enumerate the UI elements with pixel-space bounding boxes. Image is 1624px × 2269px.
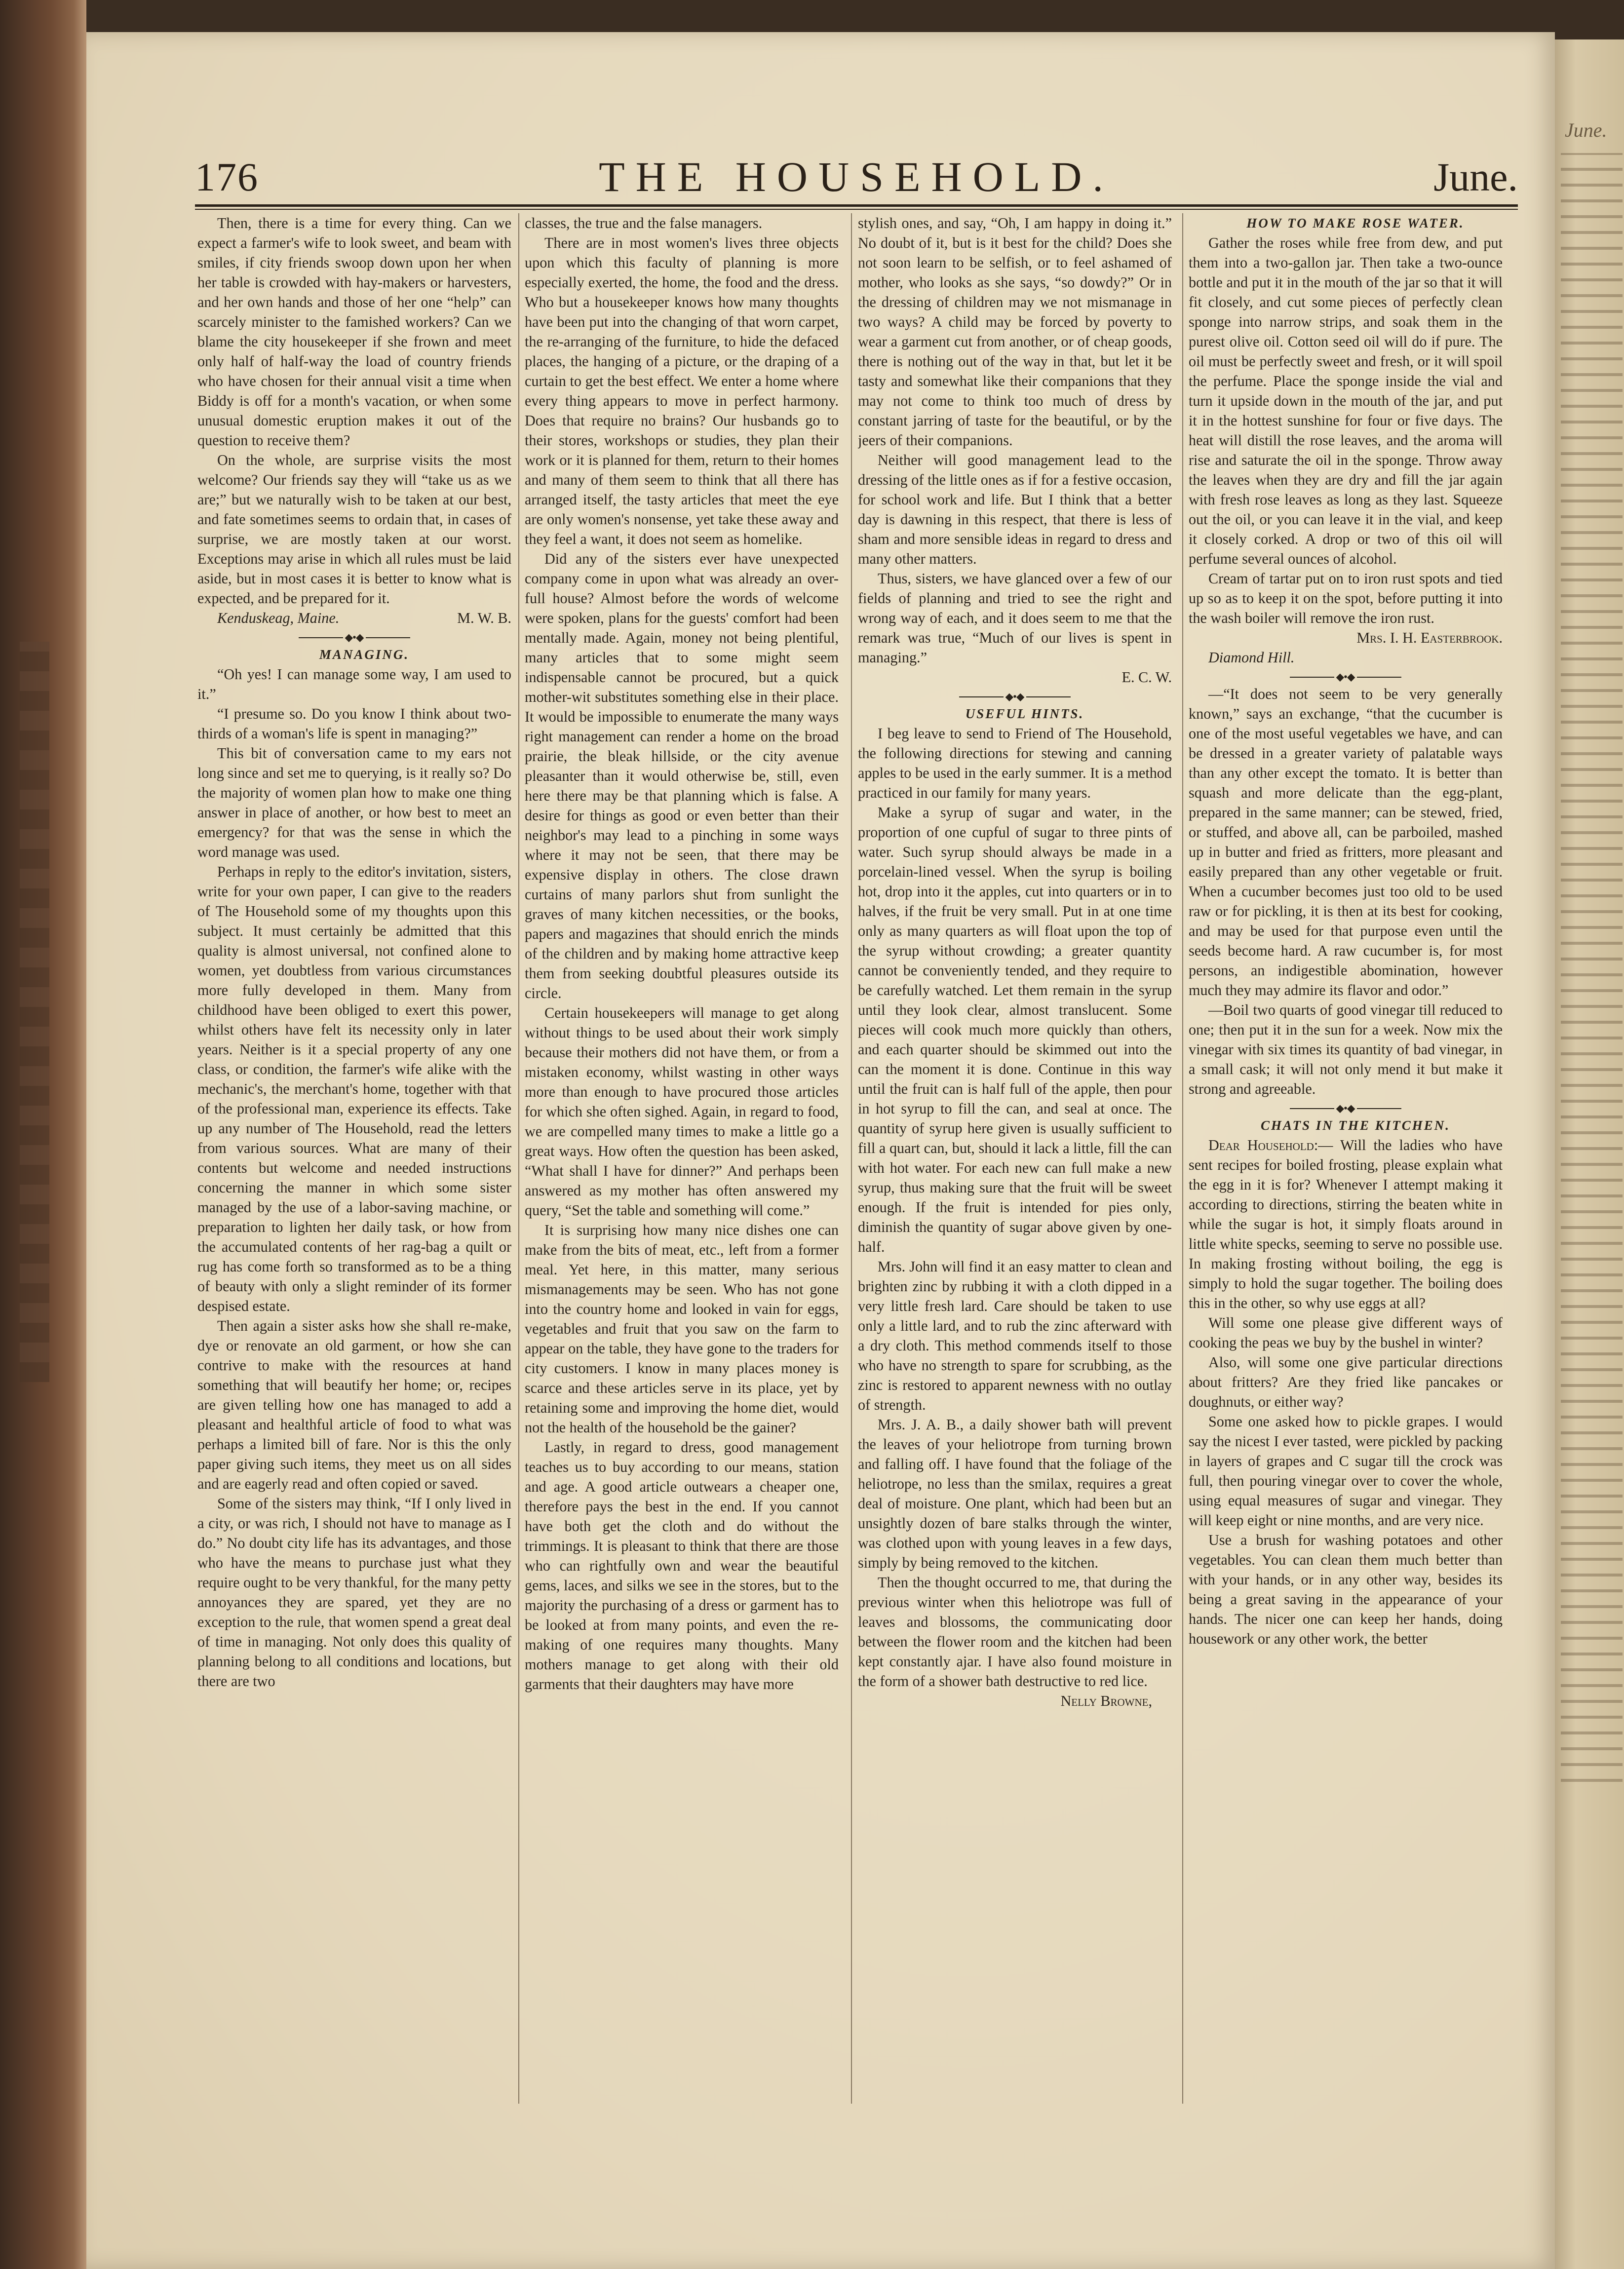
- issue-month: June.: [1433, 154, 1518, 199]
- paragraph: Gather the roses while free from dew, and put them into a two-gallon jar. Then take a two-ounce bottle and put it in the mouth of the jar so that it will fit closely, and cut some pieces of perfectly clean sponge into narrow strips, and soak them in the purest olive oil. Cotton seed oil will do if pure. The oil must be perfectly sweet and fresh, or it will spoil the perfume. Place the sponge inside the vial and turn it upside down in the mouth of the jar, and put it in the hottest sunshine for four or five days. The heat will distill the rose leaves, and the aroma will rise and saturate the oil in the sponge. Throw away the leaves when they are dry and fill the jar again with fresh rose leaves as long as they last. Squeeze out the oil, or you can leave it in the vial, and keep it closely corked. A drop or two of this oil will perfume several ounces of alcohol.: [1189, 234, 1503, 567]
- column-4: [1189, 213, 1503, 2188]
- next-page-edge: [1555, 39, 1624, 2269]
- paragraph: —Boil two quarts of good vinegar till reduced to one; then put it in the sun for a week. Now mix the vinegar with six times its quantity of bad vinegar, in a small cask; it will not only mend it but make it strong and agreeable.: [1189, 1001, 1503, 1097]
- signature-name: Mrs. I. H. Easterbrook.: [1356, 629, 1503, 646]
- paragraph: Then again a sister asks how she shall re-make, dye or renovate an old garment, or how she can contrive to make with the resources at hand something that will beautify her home; or, recipes are given telling how one has managed to add a pleasant and healthful article of food to what was perhaps a limited bill of fare. Nor is this the only paper giving such items, they meet us on all sides and are eagerly read and often copied or saved.: [197, 1317, 511, 1492]
- paragraph: Will some one please give different ways of cooking the peas we buy by the bushel in winter?: [1189, 1314, 1503, 1351]
- paragraph: classes, the true and the false managers.: [525, 215, 763, 231]
- paragraph: It is surprising how many nice dishes one can make from the bits of meat, etc., left from a former meal. Yet here, in this matter, many serious mismanagements may be seen. Who has not gone into the country home and looked in vain for eggs, vegetables and fruit that you saw on the farm to appear on the table, they have gone to the traders for city customers. I know in many places money is scarce and these articles serve in its place, yet by retaining some and improving the home diet, would not the health of the household be the gainer?: [525, 1222, 839, 1436]
- section-ornament: ◆•◆: [1189, 667, 1503, 684]
- paragraph: On the whole, are surprise visits the most welcome? Our friends say they will “take us as we are;” but we naturally wish to be taken at our best, and fate sometimes seems to ordain that, in cases of surprise, we are mostly taken at our worst. Exceptions may arise in which all rules must be laid aside, but in most cases it is better to know what is expected, and be prepared for it.: [197, 452, 511, 607]
- paragraph: Mrs. J. A. B., a daily shower bath will prevent the leaves of your heliotrope from turning brown and falling off. I have found that the foliage of the heliotrope, no less than the smilax, requires a great deal of moisture. One plant, which had been but an unsightly dozen of bare stalks through the winter, was clothed upon with young leaves in a few days, simply by being removed to the kitchen.: [858, 1416, 1172, 1571]
- masthead-rule-thin: [195, 209, 1518, 210]
- paragraph: Mrs. John will find it an easy matter to clean and brighten zinc by rubbing it with a cloth dipped in a very little fresh lard. Care should be taken to use only a little lard, and to rub the zinc afterward with a dry cloth. This method commends itself to those who have no strength to spare for scrubbing, as the zinc is restored to apparent newness with no outlay of strength.: [858, 1258, 1172, 1413]
- paragraph: Neither will good management lead to the dressing of the little ones as if for a festive occasion, for school work and life. But I think that a better day is dawning in this respect, that there is less of sham and more sensible ideas in regard to dress and many other matters.: [858, 452, 1172, 567]
- column-separator: [851, 213, 852, 2104]
- signature-name: M. W. B.: [457, 610, 511, 626]
- paragraph: Some one asked how to pickle grapes. I would say the nicest I ever tasted, were pickled by packing in layers of grapes and C sugar till the crock was full, then pouring vinegar over to cover the whole, using equal measures of sugar and vinegar. They will keep eight or nine months, and are very nice.: [1189, 1413, 1503, 1529]
- paragraph: —“It does not seem to be very generally known,” says an exchange, “that the cucumber is one of the most useful vegetables we have, and can be dressed in a greater variety of palatable ways than any other except the tomato. It is better than squash and more delicate than the egg-plant, prepared in the same manner; can be stewed, fried, or stuffed, and above all, can be parboiled, mashed up in butter and fried as fritters, more pleasant and easily prepared than any other vegetable or fruit. When a cucumber becomes just too old to be used raw or for pickling, it is then at its best for cooking, and may be used for that purpose even until the seeds become hard. A raw cucumber is, for most persons, an indigestible abomination, however much they may admire its flavor and odor.”: [1189, 686, 1503, 999]
- section-ornament: ◆•◆: [858, 687, 1172, 704]
- column-separator: [1182, 213, 1183, 2104]
- next-page-label: June.: [1565, 119, 1607, 141]
- paragraph: stylish ones, and say, “Oh, I am happy in doing it.” No doubt of it, but is it best for the child? Does she not soon learn to be selfish, or to feel ashamed of mother, who looks as she says, “so dowdy?” Or in the dressing of children may we not mismanage in two ways? A child may be forced by poverty to wear a garment cut from another, or of cheap goods, there is nothing out of the way in that, but let it be tasty and somewhat like their companions that they may not come to think too much of dress by constant jarring of taste for the beautiful, or by the jeers of their companions.: [858, 215, 1172, 449]
- paragraph: Also, will some one give particular directions about fritters? Are they fried like pancakes or doughnuts, or either way?: [1189, 1354, 1503, 1410]
- library-stamp-strip: [20, 642, 49, 1382]
- paragraph: There are in most women's lives three objects upon which this faculty of planning is more especially exerted, the home, the food and the dress. Who but a housekeeper knows how many thoughts have been put into the changing of that worn carpet, the re-arranging of the furniture, to hide the defaced places, the hanging of a picture, or the draping of a curtain to get the best effect. We enter a home where every thing appears to move in perfect harmony. Does that require no brains? Our husbands go to their stores, workshops or studies, they plan their work or it is planned for them, return to their homes and many of them seem to think that all there has arranged itself, the tasty articles that meet the eye are only women's nonsense, yet take these away and they feel a want, it does not seem as homelike.: [525, 234, 839, 547]
- section-heading: CHATS IN THE KITCHEN.: [1260, 1118, 1451, 1133]
- paragraph: Cream of tartar put on to iron rust spots and tied up so as to keep it on the spot, before putting it into the wash boiler will remove the iron rust.: [1189, 570, 1503, 626]
- column-separator: [518, 213, 519, 2104]
- column-1: [197, 213, 511, 2188]
- paragraph: Perhaps in reply to the editor's invitation, sisters, write for your own paper, I can give to the readers of The Household some of my thoughts upon this subject. It must certainly be admitted that this quality is almost universal, not confined alone to women, yet doubtless from various circumstances more fully developed in them. Many from childhood have been obliged to exert this power, whilst others have felt its necessity only in later years. Neither is it a special property of any one class, or condition, the farmer's wife alike with the mechanic's, the merchant's home, together with that of the professional man, experience its effects. Take up any number of The Household, read the letters from various sources. What are many of their contents but welcome and needed instructions concerning the manner in which some sister managed by the use of a labor-saving machine, or preparation to lighten her daily task, or how from the accumulated contents of her rag-bag a quilt or rug has come forth so transformed as to be a thing of beauty with only a slight reminder of its former despised estate.: [197, 863, 511, 1314]
- paragraph: This bit of conversation came to my ears not long since and set me to querying, is it really so? Do the majority of women plan how to make one thing answer in place of another, or how best to meet an emergency? for that was the sense in which the word manage was used.: [197, 745, 511, 860]
- section-heading: HOW TO MAKE ROSE WATER.: [1246, 216, 1465, 231]
- section-heading: MANAGING.: [319, 647, 410, 662]
- masthead: [195, 148, 1518, 202]
- paragraph: Some of the sisters may think, “If I only lived in a city, or was rich, I should not have to manage as I do.” No doubt city life has its advantages, and those who have the means to purchase just what they require ought to be very thankful, for the many petty annoyances they are spared, yet they are no exception to the rule, that women spend a great deal of time in managing. Not only does this quality of planning belong to all conditions and locations, but there are two: [197, 1495, 511, 1690]
- page-number: 176: [195, 154, 259, 199]
- paragraph: “I presume so. Do you know I think about two-thirds of a woman's life is spent in managing?”: [197, 705, 511, 742]
- signature-place: Kenduskeag, Maine.: [217, 610, 340, 626]
- journal-title: THE HOUSEHOLD.: [599, 153, 1114, 200]
- section-heading: USEFUL HINTS.: [965, 706, 1084, 721]
- paragraph: I beg leave to send to Friend of The Household, the following directions for stewing and canning apples to be used in the early summer. It is a method practiced in our family for many years.: [858, 725, 1172, 801]
- column-3: [858, 213, 1172, 2188]
- signature-name: E. C. W.: [1121, 669, 1172, 686]
- signature-name: Nelly Browne,: [1060, 1692, 1152, 1709]
- signature-line: [197, 608, 511, 628]
- paragraph: Then, there is a time for every thing. Can we expect a farmer's wife to look sweet, and beam with smiles, if city friends swoop down upon her when her table is crowded with hay-makers or harvesters, and her own hands and those of her one “help” can scarcely minister to the famished workers? Can we blame the city housekeeper if she frown and meet only half of half-way the load of country friends who have chosen for their annual visit a time when Biddy is off for a month's vacation, or when some unusual domestic eruption makes it out of the question to receive them?: [197, 215, 511, 449]
- paragraph: [1189, 1135, 1503, 1313]
- book-binding: [0, 0, 86, 2269]
- section-ornament: ◆•◆: [1189, 1099, 1503, 1115]
- salutation: Dear Household:: [1208, 1137, 1318, 1154]
- paragraph: Did any of the sisters ever have unexpected company come in upon what was already an over-full house? Almost before the words of welcome were spoken, plans for the guests' comfort had been mentally made. Again, money not being plentiful, many articles that to some might seem indispensable cannot be procured, but a quick mother-wit substitutes something else in their place. It would be impossible to enumerate the many ways right management can render a home on the broad prairie, the bleak hillside, or the city avenue pleasanter than it would otherwise be, still, even here there may be that planning which is false. A desire for things as good or even better than their neighbor's may lead to a pinching in some ways where it may not be seen, that there may be expensive display in others. The close drawn curtains of many parlors shut from sunlight the graves of many kitchen necessities, or the books, papers and magazines that should enrich the minds of the children and by making home attractive keep them from seeking doubtful pleasures outside its circle.: [525, 550, 839, 1001]
- paragraph: Certain housekeepers will manage to get along without things to be used about their work simply because their mothers did not have them, or from a mistaken economy, whilst wasting in other ways more than enough to have procured those articles for which she often sighed. Again, in regard to food, we are compelled many times to make a little go a great ways. How often the question has been asked, “What shall I have for dinner?” And perhaps been answered as my mother has often answered my query, “Set the table and something will come.”: [525, 1004, 839, 1219]
- paragraph: Thus, sisters, we have glanced over a few of our fields of planning and tried to see the right and wrong way of each, and it does seem to me that the remark was true, “Much of our lives is spent in managing.”: [858, 570, 1172, 666]
- column-2: [525, 213, 839, 2188]
- paragraph: Use a brush for washing potatoes and other vegetables. You can clean them much better than with your hands, or in any other way, besides its being a great saving in the appearance of your hands. The nicer one can keep her hands, doing housework or any other work, the better: [1189, 1532, 1503, 1647]
- paragraph: Lastly, in regard to dress, good management teaches us to buy according to our means, station and age. A good article outwears a cheaper one, therefore pays the best in the end. If you cannot have both get the cloth and do without the trimmings. It is pleasant to think that there are those who can rightfully own and wear the beautiful gems, laces, and silks we see in the stores, but to the majority the purchasing of a dress or garment has to be looked at from many points, and even the re-making of one requires many thoughts. Many mothers manage to get along with their old garments that their daughters may have more: [525, 1439, 839, 1692]
- paragraph-text: — Will the ladies who have sent recipes for boiled frosting, please explain what the egg in it is for? Whenever I attempt making it according to directions, stirring the beaten white in while the sugar is hot, it simply floats around in little white specks, seeming to serve no possible use. In making frosting without boiling, the egg is simply to hold the sugar together. The boiling does this in the other, so why use eggs at all?: [1189, 1137, 1503, 1311]
- masthead-rule: [195, 204, 1518, 207]
- paragraph: “Oh yes! I can manage some way, I am used to it.”: [197, 666, 511, 702]
- section-ornament: ◆•◆: [197, 628, 511, 645]
- paragraph: Then the thought occurred to me, that during the previous winter when this heliotrope was full of leaves and blossoms, the communicating door between the flower room and the kitchen had been kept constantly ajar. I have also found moisture in the form of a shower bath destructive to red lice.: [858, 1574, 1172, 1690]
- paragraph: Make a syrup of sugar and water, in the proportion of one cupful of sugar to three pints of water. Such syrup should always be made in a porcelain-lined vessel. When the syrup is boiling hot, drop into it the apples, cut into quarters or in to halves, if the fruit be very small. Put in at one time only as many quarters as will float upon the top of the syrup without crowding; a greater quantity cannot be conveniently tended, and they require to be carefully watched. Let them remain in the syrup until they look clear, almost translucent. Some pieces will cook much more quickly than others, and each quarter should be skimmed out into the can the moment it is done. Continue in this way until the fruit can is half full of the apple, then pour in hot syrup to fill the can, and seal at once. The quantity of syrup here given is usually sufficient to fill a quart can, but, should it lack a little, fill the can with hot water. For each new can full make a new syrup, thus making sure that the fruit will be sweet enough. If the fruit is intended for pies only, diminish the quantity of sugar above given by one-half.: [858, 804, 1172, 1255]
- next-page-text-lines: [1561, 153, 1623, 1782]
- signature-place: Diamond Hill.: [1208, 649, 1295, 666]
